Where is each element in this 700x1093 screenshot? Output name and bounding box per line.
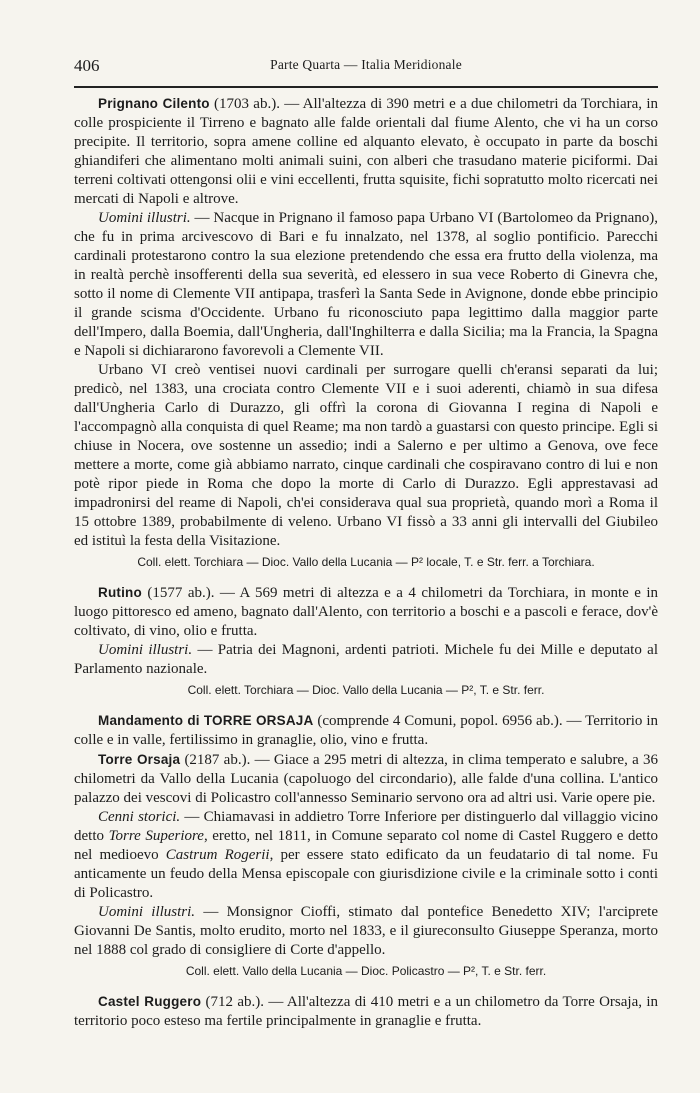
entry-text: (1703 ab.). — All'altezza di 390 metri e a due chilometri da Torchiara, in colle prospiciente il Tirreno e bagnato alle falde orientali dal fiume Alento, che vi ha un corso precipite. Il territorio, sopra amene colline ed alquanto elevato, è occupato in parte da boschi ghiandiferi che alimentano molti animali suini, con alberi che trasudano materie piciformi. Dai terreni coltivati ottengonsi olii e vini eccellenti, frutta squisite, fichi sopratutto molto ricercati nei mercati di Napoli e altrove.	[74, 96, 658, 207]
header-rule	[74, 86, 658, 88]
mandamento-prefix: Mandamento di	[98, 713, 204, 728]
entry-text: (1577 ab.). — A 569 metri di altezza e a 4 chilometri da Torchiara, in monte e in luogo pittoresco ed ameno, bagnato dall'Alento, con territorio a boschi e a pascoli e ferace, dov'è coltivato, di vino, olio e frutta.	[74, 585, 658, 639]
paragraph-text: — Patria dei Magnoni, ardenti patrioti. Michele fu dei Mille e deputato al Parlamento nazionale.	[74, 642, 659, 677]
mandamento-heading	[74, 711, 658, 750]
entry-castel-ruggero	[74, 992, 658, 1031]
paragraph	[74, 903, 658, 960]
paragraph	[74, 209, 658, 361]
section-label: Uomini illustri.	[98, 210, 191, 226]
section-label: Uomini illustri.	[98, 904, 196, 920]
entry-rutino	[74, 583, 658, 641]
paragraph	[74, 641, 658, 679]
paragraph-text: — Chiamavasi in addietro Torre Inferiore per distinguerlo dal villaggio vicino detto	[74, 809, 658, 844]
mandamento-text: (comprende 4 Comuni, popol. 6956 ab.). — Territorio in colle e in valle, fertilissimo in granaglie, olio, vino e frutta.	[74, 713, 658, 748]
running-title: Parte Quarta — Italia Meridionale	[270, 57, 462, 72]
paragraph-text: — Nacque in Prignano il famoso papa Urbano VI (Bartolomeo da Prignano), che fu in prima arcivescovo di Bari e fu innalzato, nel 1378, al soglio pontificio. Parecchi cardinali protestarono contro la sua elezione pretendendo che essa era frutto della violenza, ma in realtà perchè insofferenti della sua severità, ed elessero in sua vece Roberto di Ginevra che, sotto il nome di Clemente VII antipapa, trasferì la Santa Sede in Avignone, donde ebbe principio il grande scisma d'Occidente. Urbano fu riconosciuto papa legittimo dalla maggior parte dell'Impero, dalla Boemia, dall'Ungheria, dall'Inghilterra e dalla Sicilia; ma la Francia, la Spagna e Napoli si dichiararono favorevoli a Clemente VII.	[74, 210, 658, 359]
section-label: Cenni storici.	[98, 809, 181, 825]
italic-name: Castrum Rogerii	[165, 847, 270, 863]
admin-note: Coll. elett. Vallo della Lucania — Dioc. Policastro — P², T. e Str. ferr.	[185, 964, 547, 978]
entry-torre-orsaja	[74, 750, 658, 808]
entry-title: Torre Orsaja	[98, 752, 181, 767]
paragraph-text: , eretto, nel 1811, in Comune separato col nome di Castel Ruggero e detto nel medioevo	[74, 828, 658, 863]
page-number: 406	[74, 56, 100, 75]
entry-prignano	[74, 94, 658, 209]
paragraph-text: , per essere stato edificato da un feudatario di tal nome. Fu anticamente un feudo della Mensa episcopale con giurisdizione civile e la criminale sotto i conti di Policastro.	[74, 847, 658, 901]
mandamento-name: TORRE ORSAJA	[203, 713, 314, 728]
entry-title: Rutino	[98, 585, 142, 600]
entry-title: Castel Ruggero	[98, 994, 202, 1009]
entry-text: (2187 ab.). — Giace a 295 metri di altezza, in clima temperato e salubre, a 36 chilometri da Vallo della Lucania (capoluogo del circondario), alle falde d'una collina. L'antico palazzo dei vescovi di Policastro coll'annesso Seminario servono ora ad altri usi. Varie opere pie.	[74, 752, 658, 806]
section-label: Uomini illustri.	[98, 642, 193, 658]
italic-name: Torre Superiore	[108, 828, 204, 844]
paragraph	[74, 808, 658, 903]
paragraph-text: Urbano VI creò ventisei nuovi cardinali per surrogare quelli ch'eransi separati da lui; predicò, nel 1383, una crociata contro Clemente VII e i suoi aderenti, chiamò in sua difesa dall'Ungheria Carlo di Durazzo, gli offrì la corona di Giovanna I regina di Napoli e l'accompagnò alla conquista di quel Reame; ma non tardò a guastarsi con questo principe. Egli si chiuse in Nocera, ove sostenne un assedio; indi a Salerno e per ultimo a Genova, ove fece mettere a morte, come già abbiamo narrato, cinque cardinali che cospiravano contro di lui e non potè ripor piede in Roma che dopo la morte di Carlo di Durazzo. Egli apprestavasi ad impadronirsi del reame di Napoli, ch'ei considerava qual sua proprietà, quando morì a Roma il 15 ottobre 1389, probabilmente di veleno. Urbano VI fissò a 33 anni gli intervalli del Giubileo ed istituì la festa della Visitazione.	[74, 362, 658, 549]
paragraph-text: — Monsignor Cioffi, stimato dal pontefice Benedetto XIV; l'arciprete Giovanni De Santis, molto erudito, morto nel 1833, e il giureconsulto Giuseppe Speranza, morto nel 1888 col grado di consigliere di Corte d'appello.	[74, 904, 658, 958]
entry-title: Prignano Cilento	[98, 96, 210, 111]
page-body	[74, 94, 658, 1031]
admin-note: Coll. elett. Torchiara — Dioc. Vallo della Lucania — P², T. e Str. ferr.	[187, 683, 545, 697]
entry-text: (712 ab.). — All'altezza di 410 metri e a un chilometro da Torre Orsaja, in territorio poco esteso ma fertile principalmente in granaglie e frutta.	[74, 994, 658, 1029]
paragraph	[74, 361, 658, 551]
admin-note: Coll. elett. Torchiara — Dioc. Vallo della Lucania — P² locale, T. e Str. ferr. a Torchiara.	[137, 555, 595, 569]
